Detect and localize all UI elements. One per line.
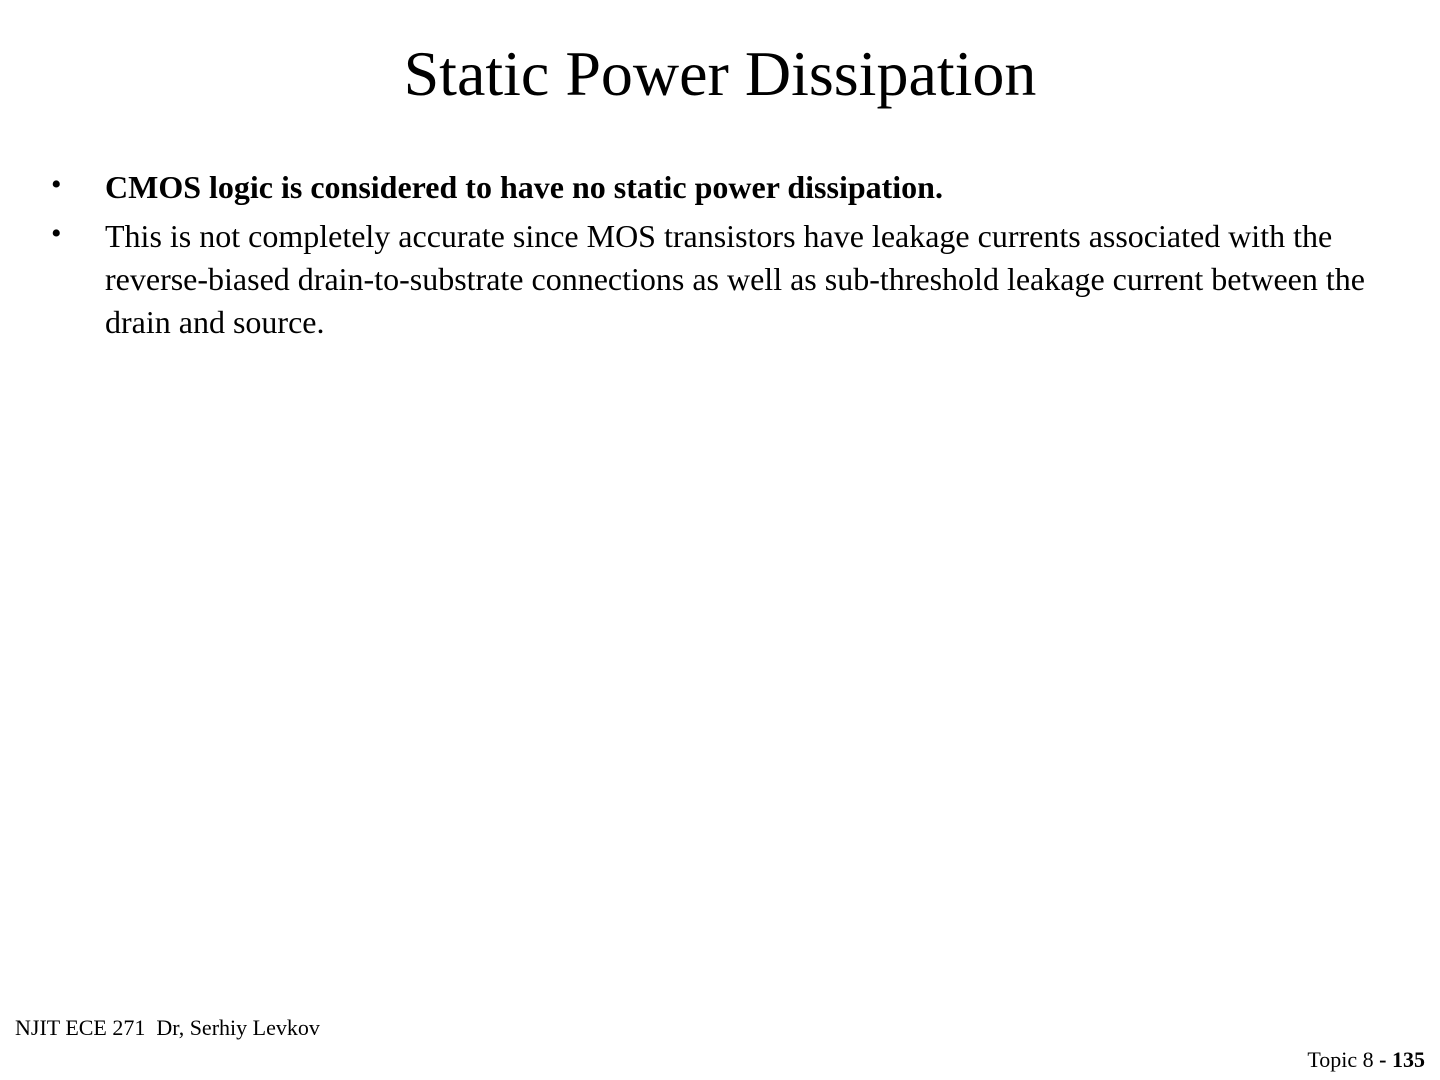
footer-page-info xyxy=(1307,1047,1425,1073)
bullet-item xyxy=(48,215,1388,344)
bullet-text: This is not completely accurate since MOS transistors have leakage currents associated with the reverse-biased drain-to-substrate connections as well as sub-threshold leakage current between the drain and source. xyxy=(105,218,1365,340)
footer-page-number: 135 xyxy=(1392,1047,1425,1072)
bullet-marker: • xyxy=(51,217,62,250)
slide-title: Static Power Dissipation xyxy=(403,38,1037,109)
footer-separator: - xyxy=(1373,1047,1392,1072)
footer-course-info: NJIT ECE 271 Dr, Serhiy Levkov xyxy=(15,1015,320,1040)
footer-topic: Topic 8 xyxy=(1307,1047,1374,1072)
bullet-marker: • xyxy=(51,168,62,201)
bullet-text: CMOS logic is considered to have no static power dissipation. xyxy=(105,169,943,205)
bullet-list xyxy=(48,166,1388,350)
bullet-item xyxy=(48,166,1388,209)
